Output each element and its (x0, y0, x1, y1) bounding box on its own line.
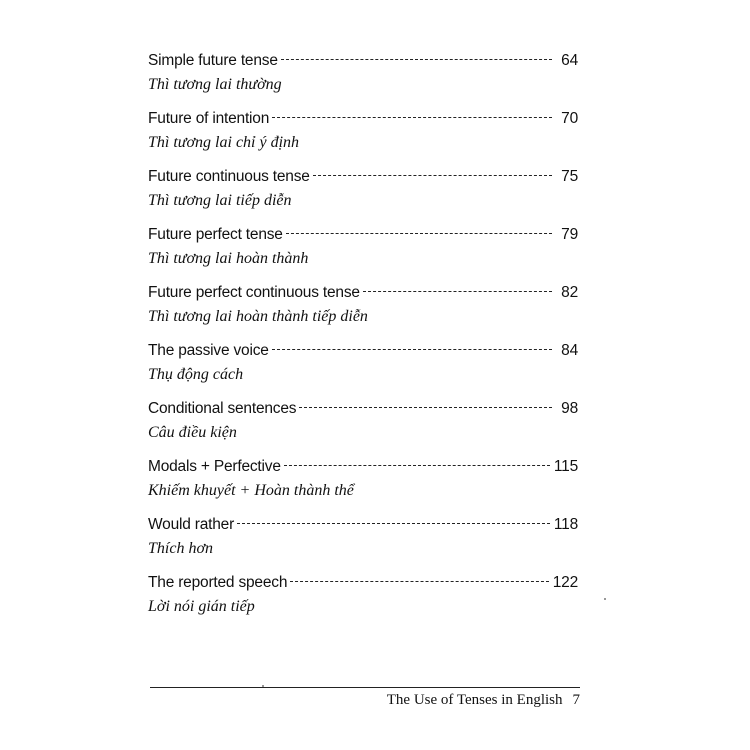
toc-entry-line (148, 224, 578, 246)
toc-entry-subtitle: Thì tương lai tiếp diễn (148, 192, 292, 209)
page-number: 7 (572, 692, 580, 708)
toc-entry[interactable] (148, 398, 578, 456)
dot-leader (284, 465, 550, 466)
dot-leader (281, 59, 552, 60)
table-of-contents (148, 50, 578, 630)
toc-entry-line (148, 572, 578, 594)
toc-entry-page: 82 (561, 284, 578, 301)
footer-rule (150, 687, 580, 688)
toc-entry-page: 79 (561, 226, 578, 243)
toc-entry-page: 118 (553, 516, 578, 533)
toc-entry-subtitle: Thích hơn (148, 540, 213, 557)
toc-entry-title: Future perfect continuous tense (148, 284, 360, 301)
toc-entry[interactable] (148, 340, 578, 398)
toc-entry-subtitle: Khiếm khuyết + Hoàn thành thể (148, 482, 354, 499)
dot-leader (363, 291, 552, 292)
toc-entry[interactable] (148, 456, 578, 514)
dot-leader (313, 175, 552, 176)
toc-entry-subtitle: Thì tương lai hoàn thành (148, 250, 309, 267)
toc-entry-page: 98 (561, 400, 578, 417)
book-title: The Use of Tenses in English (386, 692, 563, 708)
toc-entry-subtitle: Thì tương lai chỉ ý định (148, 134, 300, 151)
print-speck (604, 598, 606, 600)
page-footer (387, 692, 580, 709)
dot-leader (272, 349, 552, 350)
toc-entry[interactable] (148, 224, 578, 282)
toc-entry[interactable] (148, 50, 578, 108)
toc-entry-page: 70 (561, 110, 578, 127)
toc-entry-line (148, 282, 578, 304)
toc-entry[interactable] (148, 282, 578, 340)
toc-entry-page: 122 (552, 574, 578, 591)
toc-entry-title: Would rather (148, 516, 235, 533)
toc-entry-title: The passive voice (148, 342, 269, 359)
toc-entry-subtitle: Câu điều kiện (148, 424, 237, 441)
toc-entry-line (148, 340, 578, 362)
dot-leader (286, 233, 552, 234)
toc-entry-line (148, 456, 578, 478)
dot-leader (272, 117, 552, 118)
toc-entry-title: Future continuous tense (148, 168, 310, 185)
toc-entry-subtitle: Thụ động cách (148, 366, 244, 383)
toc-entry[interactable] (148, 108, 578, 166)
toc-entry-line (148, 398, 578, 420)
toc-entry-title: Future perfect tense (148, 226, 283, 243)
toc-entry-page: 84 (561, 342, 578, 359)
toc-entry-page: 115 (553, 458, 578, 475)
toc-entry[interactable] (148, 166, 578, 224)
toc-entry-title: The reported speech (148, 574, 288, 591)
toc-entry-subtitle: Thì tương lai hoàn thành tiếp diễn (148, 308, 368, 325)
toc-entry-title: Modals + Perfective (148, 458, 281, 475)
toc-entry-line (148, 514, 578, 536)
toc-entry[interactable] (148, 572, 578, 630)
toc-entry-title: Conditional sentences (148, 400, 297, 417)
toc-entry-line (148, 50, 578, 72)
dot-leader (299, 407, 552, 408)
toc-entry-title: Simple future tense (148, 52, 278, 69)
dot-leader (237, 523, 550, 524)
toc-entry-subtitle: Thì tương lai thường (148, 76, 282, 93)
toc-entry-page: 64 (561, 52, 578, 69)
toc-entry-line (148, 108, 578, 130)
toc-entry-page: 75 (561, 168, 578, 185)
toc-entry-title: Future of intention (148, 110, 270, 127)
toc-entry-subtitle: Lời nói gián tiếp (148, 598, 255, 615)
toc-entry-line (148, 166, 578, 188)
dot-leader (290, 581, 548, 582)
toc-entry[interactable] (148, 514, 578, 572)
